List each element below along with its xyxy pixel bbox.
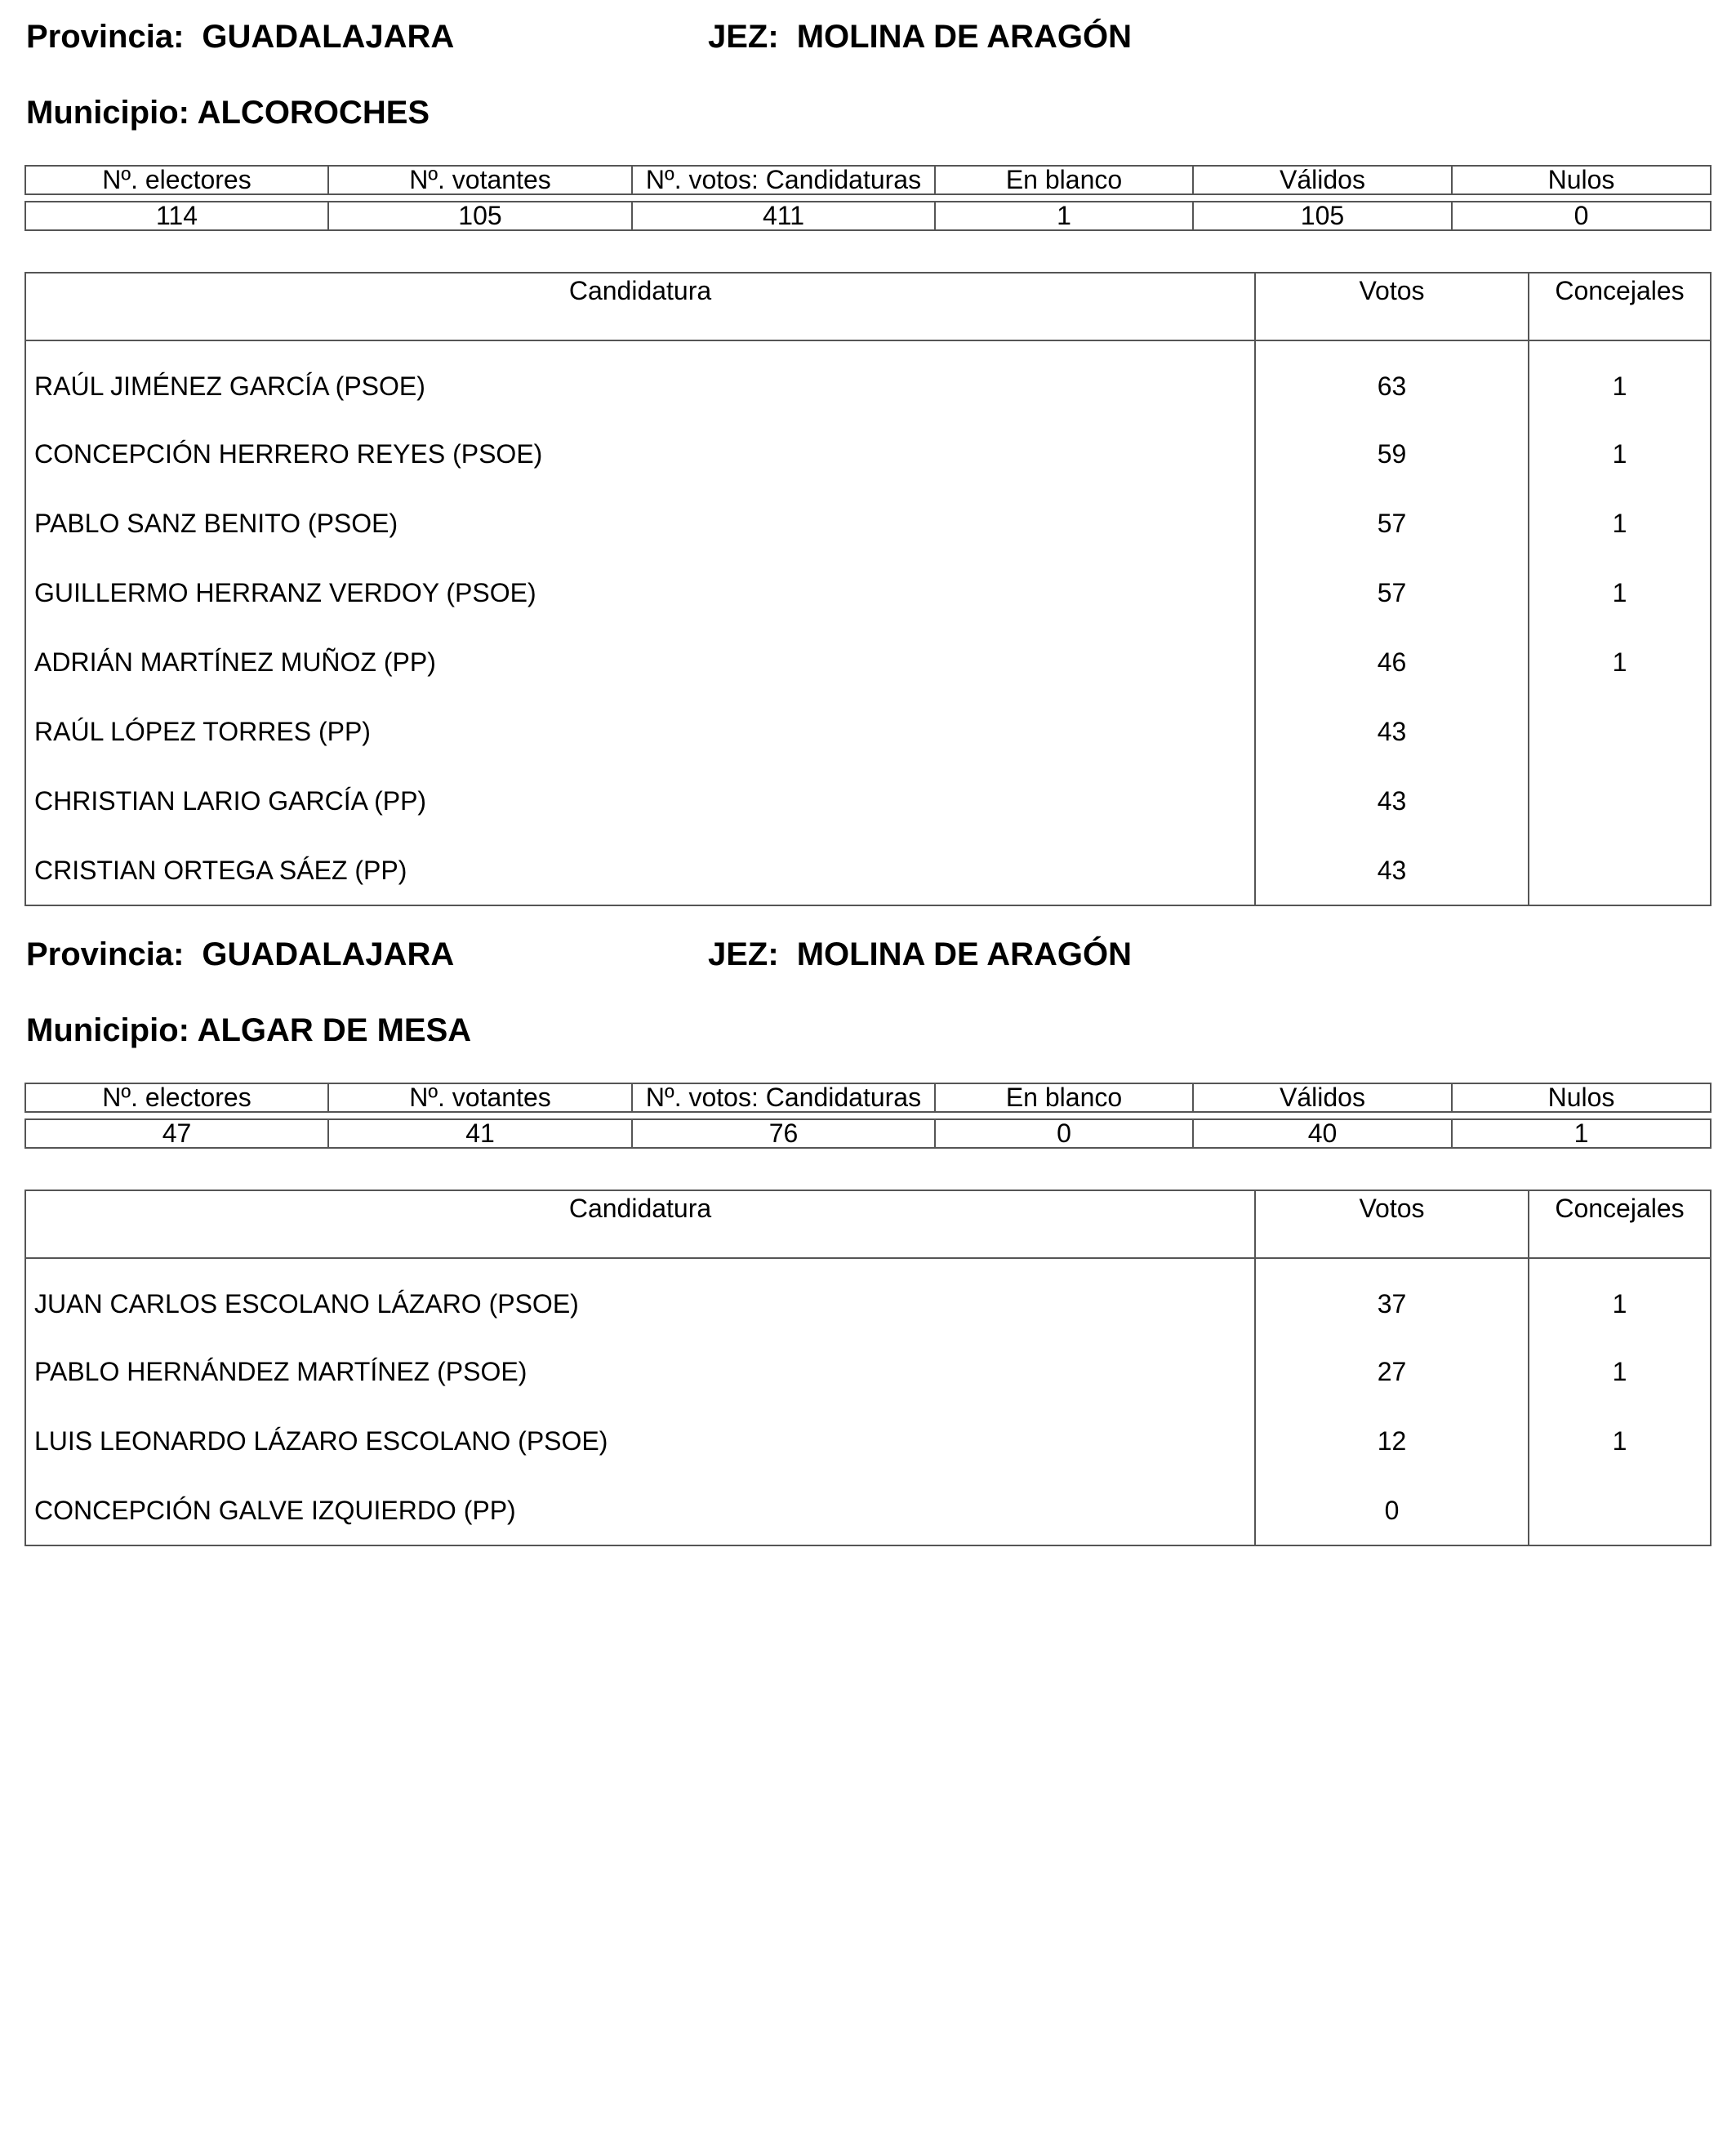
candidate-name: RAÚL LÓPEZ TORRES (PP) (25, 696, 1255, 766)
stats-value-cell: 114 (25, 202, 328, 230)
candidate-votos: 43 (1255, 696, 1529, 766)
candidate-concejales: 1 (1529, 488, 1711, 558)
votos-column-header: Votos (1255, 273, 1529, 340)
jez-header (708, 18, 1132, 56)
municipio-label: Municipio: (26, 1012, 189, 1048)
candidate-concejales: 1 (1529, 627, 1711, 696)
candidate-name: LUIS LEONARDO LÁZARO ESCOLANO (PSOE) (25, 1406, 1255, 1475)
stats-value-cell: 76 (632, 1119, 935, 1148)
stats-values-table (24, 201, 1712, 231)
municipio-header (26, 1012, 471, 1049)
concejales-column-header: Concejales (1529, 1190, 1711, 1258)
candidate-row (25, 1475, 1711, 1545)
candidate-votos: 59 (1255, 419, 1529, 488)
provincia-header (26, 936, 454, 973)
stats-header-cell: Nº. votantes (328, 166, 632, 194)
stats-header-cell: Nulos (1452, 1083, 1711, 1112)
stats-value-cell: 0 (1452, 202, 1711, 230)
stats-header-cell: En blanco (935, 166, 1193, 194)
votos-column-header: Votos (1255, 1190, 1529, 1258)
jez-header (708, 936, 1132, 973)
candidate-votos: 46 (1255, 627, 1529, 696)
candidate-row (25, 835, 1711, 905)
candidate-row (25, 488, 1711, 558)
candidate-concejales (1529, 766, 1711, 835)
provincia-value: GUADALAJARA (202, 936, 455, 972)
municipio-value: ALCOROCHES (197, 95, 430, 131)
stats-header-cell: Nº. votantes (328, 1083, 632, 1112)
candidate-votos: 37 (1255, 1258, 1529, 1336)
jez-label: JEZ: (708, 19, 779, 55)
stats-value-cell: 1 (935, 202, 1193, 230)
stats-header-cell: Nº. electores (25, 1083, 328, 1112)
concejales-column-header: Concejales (1529, 273, 1711, 340)
candidate-concejales (1529, 696, 1711, 766)
candidate-row (25, 1406, 1711, 1475)
candidate-concejales (1529, 835, 1711, 905)
stats-header-table (24, 165, 1712, 195)
candidate-row (25, 419, 1711, 488)
stats-header-cell: Nº. votos: Candidaturas (632, 166, 935, 194)
provincia-label: Provincia: (26, 19, 185, 55)
municipio-value: ALGAR DE MESA (197, 1012, 472, 1048)
candidate-votos: 57 (1255, 488, 1529, 558)
candidate-name: ADRIÁN MARTÍNEZ MUÑOZ (PP) (25, 627, 1255, 696)
stats-header-cell: En blanco (935, 1083, 1193, 1112)
candidate-name: PABLO SANZ BENITO (PSOE) (25, 488, 1255, 558)
provincia-header (26, 18, 454, 56)
candidate-votos: 0 (1255, 1475, 1529, 1545)
candidate-row (25, 627, 1711, 696)
candidate-concejales: 1 (1529, 558, 1711, 627)
candidate-votos: 63 (1255, 340, 1529, 419)
candidate-concejales (1529, 1475, 1711, 1545)
candidate-votos: 27 (1255, 1336, 1529, 1406)
stats-value-cell: 40 (1193, 1119, 1452, 1148)
candidates-table (24, 1190, 1712, 1546)
candidate-concejales: 1 (1529, 419, 1711, 488)
candidate-name: GUILLERMO HERRANZ VERDOY (PSOE) (25, 558, 1255, 627)
candidate-votos: 43 (1255, 766, 1529, 835)
candidate-row (25, 696, 1711, 766)
stats-value-cell: 105 (328, 202, 632, 230)
candidate-name: CHRISTIAN LARIO GARCÍA (PP) (25, 766, 1255, 835)
candidate-concejales: 1 (1529, 1258, 1711, 1336)
candidate-row (25, 558, 1711, 627)
candidate-votos: 12 (1255, 1406, 1529, 1475)
candidate-row (25, 1336, 1711, 1406)
candidate-concejales: 1 (1529, 1336, 1711, 1406)
municipality-section (0, 918, 1736, 1836)
stats-value-cell: 47 (25, 1119, 328, 1148)
candidate-name: CONCEPCIÓN GALVE IZQUIERDO (PP) (25, 1475, 1255, 1545)
provincia-value: GUADALAJARA (202, 19, 455, 55)
stats-header-cell: Nº. votos: Candidaturas (632, 1083, 935, 1112)
candidate-name: JUAN CARLOS ESCOLANO LÁZARO (PSOE) (25, 1258, 1255, 1336)
candidate-votos: 57 (1255, 558, 1529, 627)
municipio-label: Municipio: (26, 95, 189, 131)
jez-label: JEZ: (708, 936, 779, 972)
stats-value-cell: 0 (935, 1119, 1193, 1148)
candidate-name: RAÚL JIMÉNEZ GARCÍA (PSOE) (25, 340, 1255, 419)
candidate-row (25, 340, 1711, 419)
candidate-row (25, 766, 1711, 835)
municipio-header (26, 94, 430, 131)
candidate-concejales: 1 (1529, 1406, 1711, 1475)
stats-value-cell: 411 (632, 202, 935, 230)
candidate-name: CRISTIAN ORTEGA SÁEZ (PP) (25, 835, 1255, 905)
candidatura-column-header: Candidatura (25, 273, 1255, 340)
stats-value-cell: 41 (328, 1119, 632, 1148)
stats-header-cell: Nulos (1452, 166, 1711, 194)
stats-values-table (24, 1118, 1712, 1149)
candidate-concejales: 1 (1529, 340, 1711, 419)
stats-value-cell: 105 (1193, 202, 1452, 230)
stats-header-cell: Válidos (1193, 166, 1452, 194)
stats-header-cell: Válidos (1193, 1083, 1452, 1112)
candidate-row (25, 1258, 1711, 1336)
candidatura-column-header: Candidatura (25, 1190, 1255, 1258)
provincia-label: Provincia: (26, 936, 185, 972)
candidate-votos: 43 (1255, 835, 1529, 905)
candidates-table (24, 272, 1712, 906)
jez-value: MOLINA DE ARAGÓN (796, 19, 1133, 55)
stats-value-cell: 1 (1452, 1119, 1711, 1148)
candidate-name: CONCEPCIÓN HERRERO REYES (PSOE) (25, 419, 1255, 488)
jez-value: MOLINA DE ARAGÓN (796, 936, 1133, 972)
candidate-name: PABLO HERNÁNDEZ MARTÍNEZ (PSOE) (25, 1336, 1255, 1406)
municipality-section (0, 0, 1736, 918)
stats-header-cell: Nº. electores (25, 166, 328, 194)
stats-header-table (24, 1083, 1712, 1113)
